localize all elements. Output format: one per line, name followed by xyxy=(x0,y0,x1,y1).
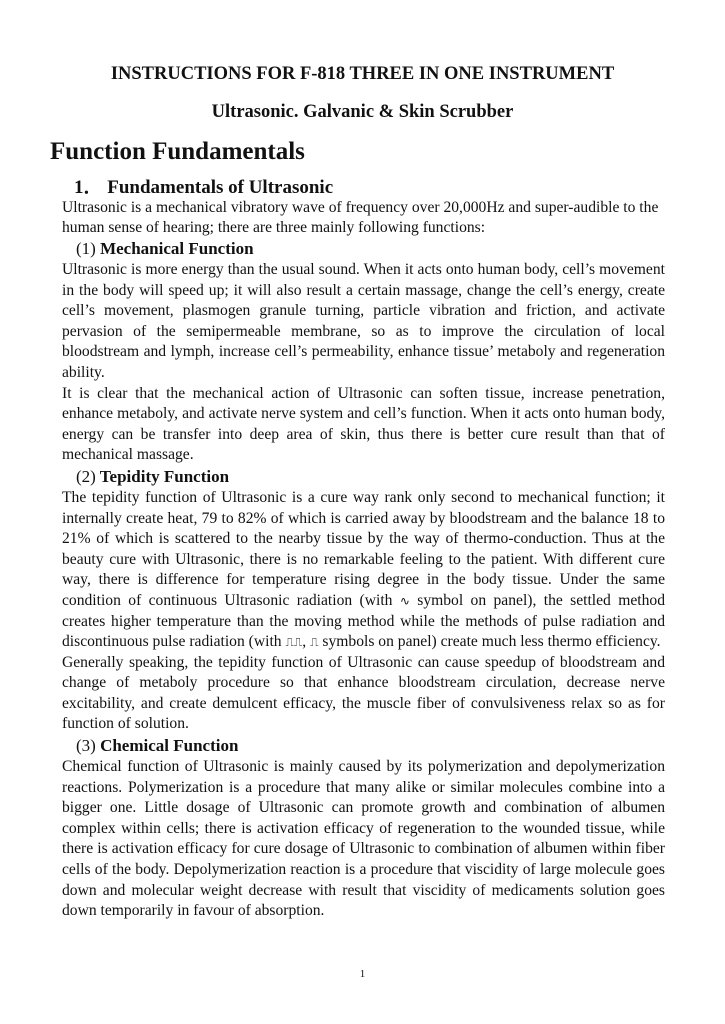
mechanical-paragraph-2: It is clear that the mechanical action of Ultrasonic can soften tissue, increase penetration, enhance metaboly, and activate nerve system and cell’s function. When it acts onto human body, energy can be transfer into deep area of skin, thus there is better cure result than that of mechanical massage. xyxy=(62,384,665,464)
tepidity-text-b: symbol on panel), the settled method creates higher temperature than the moving method while the methods of pulse radiation and discontinuous pulse radiation (with xyxy=(62,591,665,651)
chemical-number: (3) xyxy=(76,736,96,756)
pulse-wave-icon: ⎍⎍ xyxy=(285,635,303,650)
discontinuous-pulse-icon: ⎍ xyxy=(310,635,319,650)
tepidity-title: Tepidity Function xyxy=(99,466,230,486)
tepidity-number: (2) xyxy=(76,466,96,486)
intro-paragraph: Ultrasonic is a mechanical vibratory wave of frequency over 20,000Hz and super-audible to the human sense of hearing; there are three mainly following functions: xyxy=(62,199,659,236)
tepidity-text-a: The tepidity function of Ultrasonic is a cure way rank only second to mechanical function; it internally create heat, 79 to 82% of which is carried away by bloodstream and the balance 18 to 21% of which is scattered to the nearby tissue by the way of thermo-conduction. Thus at the beauty cure with Ultrasonic, there is no remarkable feeling to the patient. With different cure way, there is difference for temperature rising degree in the body tissue. Under the same condition of continuous Ultrasonic radiation (with xyxy=(62,488,665,609)
tepidity-paragraph-2: Generally speaking, the tepidity function of Ultrasonic can cause speedup of bloodstream and change of metaboly procedure so that enhance bloodstream circulation, decrease nerve excitability, and create demulcent efficacy, the muscle fiber of convulsiveness relax so as for function of solution. xyxy=(62,653,665,733)
chemical-paragraph-1: Chemical function of Ultrasonic is mainly caused by its polymerization and depolymerization reactions. Polymerization is a procedure that many alike or similar molecules combine into a bigger one. Little dosage of Ultrasonic can promote growth and combination of albumen complex within cells; there is activation efficacy of regeneration to the wounded tissue, while there is activation efficacy for cure dosage of Ultrasonic to combination of albumen within fiber cells of the body. Depolymerization reaction is a procedure that viscidity of large molecule goes down and molecular weight decrease with result that viscidity of medicaments solution goes down temporarily in favour of absorption. xyxy=(62,758,665,920)
mechanical-heading xyxy=(62,238,665,260)
section-heading: Function Fundamentals xyxy=(50,138,305,165)
tepidity-paragraph-1 xyxy=(62,488,665,653)
continuous-wave-icon: ∿ xyxy=(399,593,410,608)
document-subtitle: Ultrasonic. Galvanic & Skin Scrubber xyxy=(211,102,514,122)
tepidity-heading xyxy=(62,466,665,488)
mechanical-number: (1) xyxy=(76,239,96,258)
subsection-heading: 1． Fundamentals of Ultrasonic xyxy=(74,177,334,198)
page-number: 1 xyxy=(359,968,366,980)
body-text xyxy=(62,198,665,922)
tepidity-text-d: symbols on panel) create much less thermo efficiency. xyxy=(318,633,661,651)
tepidity-text-c: , xyxy=(302,633,311,651)
mechanical-title: Mechanical Function xyxy=(100,239,254,258)
chemical-title: Chemical Function xyxy=(100,736,239,756)
chemical-heading xyxy=(62,735,665,757)
mechanical-paragraph-1: Ultrasonic is more energy than the usual sound. When it acts onto human body, cell’s movement in the body will speed up; it will also result a certain massage, change the cell’s energy, create cell’s movement, plasmogen granule turning, particle vibration and friction, and activate pervasion of the semipermeable membrane, so as to improve the circulation of local bloodstream and lymph, increase cell’s permeability, enhance tissue’ metaboly and regeneration ability. xyxy=(62,261,665,381)
document-title: INSTRUCTIONS FOR F-818 THREE IN ONE INSTRUMENT xyxy=(110,64,615,84)
